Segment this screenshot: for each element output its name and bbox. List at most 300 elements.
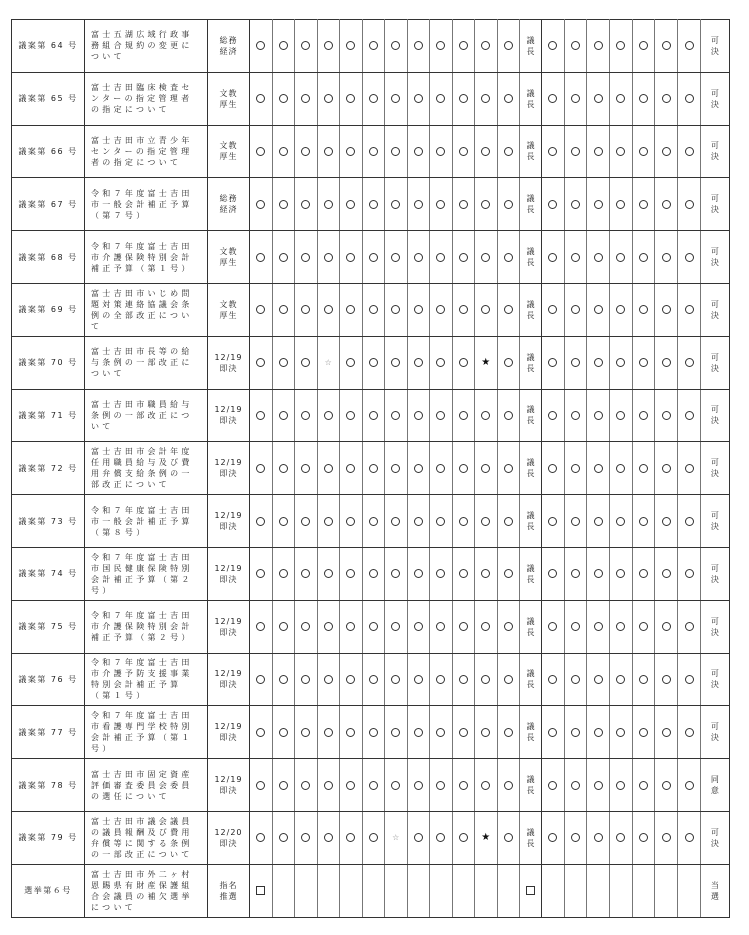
circle-icon bbox=[391, 675, 400, 684]
circle-icon bbox=[256, 517, 265, 526]
circle-icon bbox=[616, 41, 625, 50]
circle-icon bbox=[301, 358, 310, 367]
circle-icon bbox=[436, 147, 445, 156]
vote-cell bbox=[587, 864, 610, 917]
circle-icon bbox=[662, 147, 671, 156]
circle-icon bbox=[369, 517, 378, 526]
circle-icon bbox=[571, 569, 580, 578]
circle-icon bbox=[436, 253, 445, 262]
circle-icon bbox=[571, 94, 580, 103]
circle-icon bbox=[639, 253, 648, 262]
table-row bbox=[12, 547, 730, 600]
circle-icon bbox=[504, 147, 513, 156]
circle-icon bbox=[504, 464, 513, 473]
circle-icon bbox=[504, 833, 513, 842]
committee-or-decision: 12/19 即決 bbox=[208, 547, 250, 600]
result-cell bbox=[700, 283, 729, 336]
vote-cell bbox=[678, 125, 701, 178]
vote-cell bbox=[250, 547, 273, 600]
vote-cell bbox=[295, 336, 318, 389]
committee-or-decision: 文教 厚生 bbox=[208, 125, 250, 178]
circle-icon bbox=[414, 358, 423, 367]
vote-cell bbox=[564, 653, 587, 706]
vote-cell bbox=[250, 231, 273, 284]
bill-title: 令和７年度富士吉田市看護専門学校特別会計補正予算（第１号） bbox=[85, 706, 208, 759]
circle-icon bbox=[616, 305, 625, 314]
table-row bbox=[12, 125, 730, 178]
circle-icon bbox=[685, 728, 694, 737]
circle-icon bbox=[436, 411, 445, 420]
circle-icon bbox=[436, 622, 445, 631]
vote-cell bbox=[655, 20, 678, 73]
vote-cell bbox=[678, 20, 701, 73]
vote-cell bbox=[340, 442, 363, 495]
result-cell bbox=[700, 336, 729, 389]
result-cell bbox=[700, 442, 729, 495]
vote-cell bbox=[340, 495, 363, 548]
vote-cell bbox=[678, 336, 701, 389]
vote-cell bbox=[610, 759, 633, 812]
vote-cell bbox=[564, 495, 587, 548]
circle-icon bbox=[685, 833, 694, 842]
vote-cell bbox=[632, 336, 655, 389]
vote-cell bbox=[407, 72, 430, 125]
table-row bbox=[12, 600, 730, 653]
circle-icon bbox=[481, 622, 490, 631]
circle-icon bbox=[279, 622, 288, 631]
circle-icon bbox=[391, 781, 400, 790]
circle-icon bbox=[662, 305, 671, 314]
circle-icon bbox=[346, 41, 355, 50]
circle-icon bbox=[639, 781, 648, 790]
circle-icon bbox=[414, 781, 423, 790]
vote-cell bbox=[632, 600, 655, 653]
vote-cell bbox=[385, 811, 408, 864]
circle-icon bbox=[346, 833, 355, 842]
vote-cell bbox=[295, 231, 318, 284]
circle-icon bbox=[594, 517, 603, 526]
vote-cell bbox=[385, 600, 408, 653]
vote-cell bbox=[317, 811, 340, 864]
circle-icon bbox=[685, 358, 694, 367]
vote-cell bbox=[452, 495, 475, 548]
circle-icon bbox=[481, 781, 490, 790]
vote-cell bbox=[542, 759, 565, 812]
bill-title: 令和７年度富士吉田市介護保険特別会計補正予算（第２号） bbox=[85, 600, 208, 653]
vote-cell bbox=[587, 600, 610, 653]
bill-title: 令和７年度富士吉田市一般会計補正予算（第７号） bbox=[85, 178, 208, 231]
chair-label: 議長 bbox=[526, 458, 535, 479]
committee-or-decision: 総務 経済 bbox=[208, 178, 250, 231]
result-cell bbox=[700, 178, 729, 231]
vote-cell bbox=[632, 706, 655, 759]
vote-cell bbox=[407, 178, 430, 231]
vote-cell bbox=[475, 178, 498, 231]
vote-cell bbox=[430, 231, 453, 284]
chair-cell bbox=[520, 759, 542, 812]
vote-cell bbox=[610, 231, 633, 284]
vote-cell bbox=[655, 547, 678, 600]
vote-cell bbox=[497, 759, 520, 812]
vote-cell bbox=[385, 125, 408, 178]
vote-cell bbox=[497, 178, 520, 231]
circle-icon bbox=[279, 253, 288, 262]
vote-cell bbox=[475, 495, 498, 548]
circle-icon bbox=[685, 464, 694, 473]
circle-icon bbox=[346, 411, 355, 420]
bill-number: 議案第 78 号 bbox=[12, 759, 85, 812]
circle-icon bbox=[369, 833, 378, 842]
circle-icon bbox=[594, 358, 603, 367]
vote-cell bbox=[655, 653, 678, 706]
vote-cell bbox=[340, 20, 363, 73]
circle-icon bbox=[548, 253, 557, 262]
circle-icon bbox=[369, 411, 378, 420]
bill-title: 富士吉田市立青少年センターの指定管理者の指定について bbox=[85, 125, 208, 178]
vote-cell bbox=[542, 442, 565, 495]
vote-cell bbox=[362, 231, 385, 284]
circle-icon bbox=[436, 517, 445, 526]
circle-icon bbox=[346, 728, 355, 737]
vote-cell bbox=[385, 653, 408, 706]
circle-icon bbox=[594, 464, 603, 473]
vote-cell bbox=[295, 20, 318, 73]
circle-icon bbox=[639, 675, 648, 684]
vote-cell bbox=[610, 178, 633, 231]
chair-cell bbox=[520, 178, 542, 231]
vote-cell bbox=[430, 759, 453, 812]
star-outline-icon: ☆ bbox=[324, 358, 332, 368]
circle-icon bbox=[346, 622, 355, 631]
result-label: 可決 bbox=[710, 141, 719, 162]
circle-icon bbox=[662, 358, 671, 367]
circle-icon bbox=[662, 253, 671, 262]
circle-icon bbox=[571, 147, 580, 156]
vote-cell bbox=[655, 706, 678, 759]
vote-cell bbox=[542, 600, 565, 653]
vote-cell bbox=[250, 653, 273, 706]
vote-cell bbox=[497, 389, 520, 442]
circle-icon bbox=[548, 675, 557, 684]
bill-title: 富士吉田市議会議員の議員報酬及び費用弁償等に関する条例の一部改正について bbox=[85, 811, 208, 864]
vote-cell bbox=[430, 389, 453, 442]
vote-cell bbox=[542, 231, 565, 284]
circle-icon bbox=[301, 517, 310, 526]
vote-cell bbox=[452, 231, 475, 284]
vote-cell bbox=[250, 864, 273, 917]
vote-cell bbox=[407, 20, 430, 73]
circle-icon bbox=[324, 147, 333, 156]
circle-icon bbox=[616, 728, 625, 737]
vote-cell bbox=[452, 442, 475, 495]
chair-cell bbox=[520, 125, 542, 178]
circle-icon bbox=[279, 411, 288, 420]
chair-label: 議長 bbox=[526, 141, 535, 162]
vote-cell bbox=[564, 442, 587, 495]
circle-icon bbox=[301, 94, 310, 103]
circle-icon bbox=[414, 675, 423, 684]
vote-cell bbox=[362, 547, 385, 600]
vote-cell bbox=[317, 759, 340, 812]
vote-cell bbox=[430, 811, 453, 864]
circle-icon bbox=[571, 622, 580, 631]
circle-icon bbox=[279, 358, 288, 367]
circle-icon bbox=[504, 517, 513, 526]
vote-cell bbox=[272, 864, 295, 917]
vote-cell bbox=[272, 442, 295, 495]
circle-icon bbox=[279, 517, 288, 526]
vote-cell bbox=[250, 178, 273, 231]
circle-icon bbox=[436, 781, 445, 790]
bill-number: 選挙第６号 bbox=[12, 864, 85, 917]
vote-cell bbox=[610, 600, 633, 653]
circle-icon bbox=[571, 200, 580, 209]
result-cell bbox=[700, 759, 729, 812]
vote-cell bbox=[678, 706, 701, 759]
circle-icon bbox=[256, 464, 265, 473]
vote-cell bbox=[295, 125, 318, 178]
vote-cell bbox=[317, 283, 340, 336]
committee-or-decision: 12/19 即決 bbox=[208, 653, 250, 706]
vote-cell bbox=[542, 178, 565, 231]
bill-number: 議案第 74 号 bbox=[12, 547, 85, 600]
circle-icon bbox=[436, 305, 445, 314]
chair-label: 議長 bbox=[526, 669, 535, 690]
vote-cell bbox=[655, 178, 678, 231]
vote-cell bbox=[678, 178, 701, 231]
result-label: 可決 bbox=[710, 299, 719, 320]
chair-label: 議長 bbox=[526, 722, 535, 743]
vote-cell bbox=[587, 442, 610, 495]
circle-icon bbox=[459, 622, 468, 631]
circle-icon bbox=[639, 147, 648, 156]
circle-icon bbox=[414, 94, 423, 103]
vote-cell bbox=[452, 653, 475, 706]
circle-icon bbox=[414, 833, 423, 842]
vote-cell bbox=[250, 442, 273, 495]
circle-icon bbox=[436, 569, 445, 578]
vote-cell bbox=[407, 653, 430, 706]
vote-cell bbox=[385, 759, 408, 812]
circle-icon bbox=[346, 464, 355, 473]
circle-icon bbox=[685, 253, 694, 262]
vote-cell bbox=[272, 125, 295, 178]
vote-cell bbox=[678, 547, 701, 600]
circle-icon bbox=[481, 253, 490, 262]
vote-cell bbox=[655, 442, 678, 495]
vote-cell bbox=[542, 653, 565, 706]
vote-cell bbox=[610, 811, 633, 864]
vote-cell bbox=[587, 283, 610, 336]
vote-cell bbox=[340, 600, 363, 653]
vote-cell bbox=[497, 336, 520, 389]
circle-icon bbox=[346, 94, 355, 103]
vote-cell bbox=[452, 20, 475, 73]
vote-cell bbox=[678, 864, 701, 917]
circle-icon bbox=[279, 675, 288, 684]
circle-icon bbox=[662, 675, 671, 684]
vote-cell bbox=[564, 336, 587, 389]
vote-cell bbox=[564, 231, 587, 284]
chair-cell bbox=[520, 20, 542, 73]
vote-cell bbox=[272, 72, 295, 125]
vote-cell bbox=[542, 864, 565, 917]
result-cell bbox=[700, 389, 729, 442]
circle-icon bbox=[616, 464, 625, 473]
vote-cell bbox=[362, 283, 385, 336]
circle-icon bbox=[414, 411, 423, 420]
vote-cell bbox=[362, 600, 385, 653]
vote-cell bbox=[678, 600, 701, 653]
circle-icon bbox=[391, 517, 400, 526]
bill-title: 富士吉田市会計年度任用職員給与及び費用弁償支給条例の一部改正について bbox=[85, 442, 208, 495]
circle-icon bbox=[571, 833, 580, 842]
circle-icon bbox=[685, 305, 694, 314]
circle-icon bbox=[279, 728, 288, 737]
circle-icon bbox=[391, 147, 400, 156]
circle-icon bbox=[639, 728, 648, 737]
bill-number: 議案第 75 号 bbox=[12, 600, 85, 653]
circle-icon bbox=[256, 781, 265, 790]
circle-icon bbox=[548, 411, 557, 420]
vote-cell bbox=[407, 811, 430, 864]
vote-cell bbox=[385, 864, 408, 917]
vote-cell bbox=[340, 336, 363, 389]
circle-icon bbox=[369, 305, 378, 314]
vote-cell bbox=[272, 600, 295, 653]
bill-title: 富士吉田市固定資産評価審査委員会委員の選任について bbox=[85, 759, 208, 812]
vote-cell bbox=[497, 811, 520, 864]
circle-icon bbox=[504, 305, 513, 314]
vote-cell bbox=[678, 811, 701, 864]
vote-cell bbox=[430, 178, 453, 231]
circle-icon bbox=[414, 253, 423, 262]
circle-icon bbox=[504, 728, 513, 737]
vote-cell bbox=[272, 547, 295, 600]
vote-cell bbox=[587, 20, 610, 73]
vote-cell bbox=[452, 389, 475, 442]
result-label: 可決 bbox=[710, 616, 719, 637]
vote-cell bbox=[678, 389, 701, 442]
result-label: 可決 bbox=[710, 722, 719, 743]
circle-icon bbox=[369, 728, 378, 737]
vote-cell bbox=[430, 442, 453, 495]
circle-icon bbox=[548, 200, 557, 209]
vote-cell bbox=[632, 72, 655, 125]
vote-cell bbox=[475, 811, 498, 864]
circle-icon bbox=[279, 305, 288, 314]
vote-cell bbox=[542, 72, 565, 125]
vote-cell bbox=[475, 864, 498, 917]
vote-cell bbox=[610, 864, 633, 917]
vote-cell bbox=[655, 231, 678, 284]
vote-cell bbox=[497, 72, 520, 125]
chair-cell bbox=[520, 283, 542, 336]
committee-or-decision: 12/19 即決 bbox=[208, 759, 250, 812]
circle-icon bbox=[571, 781, 580, 790]
circle-icon bbox=[594, 675, 603, 684]
result-cell bbox=[700, 653, 729, 706]
vote-cell bbox=[497, 547, 520, 600]
circle-icon bbox=[504, 411, 513, 420]
vote-cell bbox=[587, 389, 610, 442]
circle-icon bbox=[481, 147, 490, 156]
circle-icon bbox=[481, 411, 490, 420]
vote-cell bbox=[385, 178, 408, 231]
committee-or-decision: 12/19 即決 bbox=[208, 706, 250, 759]
result-cell bbox=[700, 231, 729, 284]
vote-cell bbox=[452, 336, 475, 389]
vote-cell bbox=[317, 653, 340, 706]
circle-icon bbox=[594, 569, 603, 578]
circle-icon bbox=[548, 569, 557, 578]
circle-icon bbox=[459, 411, 468, 420]
circle-icon bbox=[616, 253, 625, 262]
circle-icon bbox=[324, 517, 333, 526]
vote-cell bbox=[317, 125, 340, 178]
bill-number: 議案第 65 号 bbox=[12, 72, 85, 125]
bill-title: 令和７年度富士吉田市一般会計補正予算（第８号） bbox=[85, 495, 208, 548]
circle-icon bbox=[256, 94, 265, 103]
vote-cell bbox=[542, 811, 565, 864]
vote-cell bbox=[452, 811, 475, 864]
circle-icon bbox=[616, 569, 625, 578]
vote-cell bbox=[385, 72, 408, 125]
bill-number: 議案第 66 号 bbox=[12, 125, 85, 178]
vote-cell bbox=[385, 389, 408, 442]
result-label: 可決 bbox=[710, 194, 719, 215]
vote-cell bbox=[452, 178, 475, 231]
circle-icon bbox=[369, 147, 378, 156]
circle-icon bbox=[662, 728, 671, 737]
vote-cell bbox=[340, 125, 363, 178]
vote-cell bbox=[497, 600, 520, 653]
circle-icon bbox=[662, 200, 671, 209]
vote-cell bbox=[655, 759, 678, 812]
vote-cell bbox=[475, 547, 498, 600]
circle-icon bbox=[414, 728, 423, 737]
vote-cell bbox=[610, 495, 633, 548]
vote-cell bbox=[385, 336, 408, 389]
circle-icon bbox=[459, 781, 468, 790]
vote-cell bbox=[610, 20, 633, 73]
vote-cell bbox=[340, 547, 363, 600]
vote-cell bbox=[497, 231, 520, 284]
vote-cell bbox=[564, 864, 587, 917]
vote-cell bbox=[295, 178, 318, 231]
circle-icon bbox=[346, 781, 355, 790]
vote-cell bbox=[340, 864, 363, 917]
vote-cell bbox=[295, 811, 318, 864]
circle-icon bbox=[391, 464, 400, 473]
vote-cell bbox=[250, 811, 273, 864]
vote-cell bbox=[610, 653, 633, 706]
vote-cell bbox=[542, 389, 565, 442]
vote-cell bbox=[632, 759, 655, 812]
vote-cell bbox=[475, 20, 498, 73]
vote-cell bbox=[632, 811, 655, 864]
circle-icon bbox=[594, 728, 603, 737]
circle-icon bbox=[436, 464, 445, 473]
circle-icon bbox=[662, 94, 671, 103]
vote-cell bbox=[452, 600, 475, 653]
vote-cell bbox=[632, 442, 655, 495]
circle-icon bbox=[256, 147, 265, 156]
vote-cell bbox=[497, 283, 520, 336]
vote-cell bbox=[632, 864, 655, 917]
circle-icon bbox=[571, 728, 580, 737]
circle-icon bbox=[391, 358, 400, 367]
